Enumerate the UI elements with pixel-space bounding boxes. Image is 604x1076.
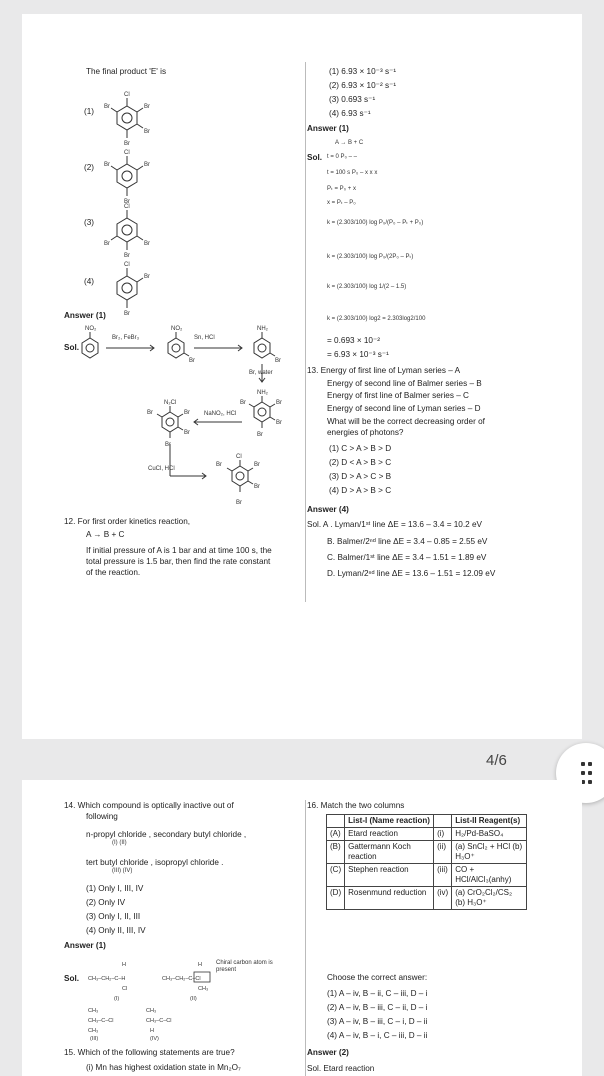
- table-header: List-II Reagent(s): [452, 815, 527, 828]
- q12-answer: Answer (1): [307, 124, 349, 133]
- roman-labels: (III) (IV): [112, 868, 133, 874]
- q11-answer: Answer (1): [64, 311, 106, 320]
- q12-line: A → B + C: [86, 530, 125, 539]
- q14-compounds: tert butyl chloride , isopropyl chloride .: [86, 858, 224, 867]
- q15-item: (i) Mn has highest oxidation state in Mn₂O₇: [86, 1063, 241, 1072]
- svg-text:Br: Br: [240, 400, 246, 406]
- column-divider: [305, 800, 306, 1076]
- q11-solution-label: Sol.: [64, 343, 80, 352]
- svg-text:CH₃: CH₃: [198, 986, 209, 992]
- q16-option: (2) A – iv, B – iii, C – ii, D – i: [327, 1003, 428, 1012]
- svg-text:Br: Br: [276, 420, 282, 426]
- sol-line: k = (2.303/100) log P₀/(2P₀ – Pₜ): [327, 254, 414, 260]
- benzene-structures-options: [92, 76, 192, 316]
- q13-option: (4) D > A > B > C: [329, 486, 392, 495]
- svg-text:Br: Br: [124, 311, 130, 316]
- column-divider: [305, 62, 306, 602]
- q12-option: (1) 6.93 × 10⁻³ s⁻¹: [329, 67, 397, 76]
- roman-labels: (I) (II): [112, 840, 127, 846]
- q13-line: What will be the correct decreasing order of: [327, 417, 485, 426]
- row-num: (i): [434, 828, 452, 841]
- sol-line: k = (2.303/100) log P₀/(P₀ – Pₜ + P₀): [327, 220, 424, 226]
- svg-text:Br: Br: [124, 199, 130, 205]
- row-value: Etard reaction: [345, 828, 434, 841]
- table-row: [327, 887, 527, 910]
- sol-line: k = (2.303/100) log 1/(2 – 1.5): [327, 284, 407, 290]
- q16-option: (1) A – iv, B – ii, C – iii, D – i: [327, 989, 428, 998]
- match-table: [326, 814, 527, 910]
- q14-sol-label: Sol.: [64, 974, 80, 983]
- q12-line: total pressure is 1.5 bar, then find the rate constant: [86, 557, 271, 566]
- sol-line: x = Pₜ – P₀: [327, 200, 356, 206]
- svg-text:Br: Br: [104, 241, 110, 247]
- svg-text:Cl: Cl: [124, 262, 130, 268]
- sol-line: k = (2.303/100) log2 = 2.303log2/100: [327, 316, 426, 322]
- document-page-1: [22, 14, 582, 739]
- svg-text:Br: Br: [275, 358, 281, 364]
- option-label: (1): [84, 107, 95, 116]
- structural-formulas: [86, 956, 234, 1042]
- svg-text:(III): (III): [90, 1036, 99, 1042]
- q13-line: Energy of second line of Lyman series – D: [327, 404, 481, 413]
- svg-text:Br: Br: [144, 162, 150, 168]
- row-key: (C): [327, 864, 345, 887]
- chiral-note: Chiral carbon atom is present: [216, 960, 273, 973]
- q14-compounds: n-propyl chloride , secondary butyl chloride ,: [86, 830, 247, 839]
- q12-line: of the reaction.: [86, 568, 141, 577]
- q15-line: 15. Which of the following statements are true?: [64, 1048, 235, 1057]
- option-label: (3): [84, 218, 95, 227]
- svg-text:Br: Br: [124, 253, 130, 259]
- q13-line: energies of photons?: [327, 428, 404, 437]
- svg-text:CH₃: CH₃: [88, 1008, 99, 1014]
- svg-text:Br: Br: [184, 430, 190, 436]
- q13-sol-line: C. Balmer/1ˢᵗ line ΔE = 3.4 – 1.51 = 1.89 eV: [327, 553, 487, 562]
- svg-text:H: H: [122, 962, 126, 968]
- svg-text:Br: Br: [104, 162, 110, 168]
- row-num: (ii): [434, 841, 452, 864]
- q13-line: 13. Energy of first line of Lyman series – A: [307, 366, 461, 375]
- q12-sol-label: Sol.: [307, 153, 323, 162]
- q12-option: (4) 6.93 s⁻¹: [329, 109, 371, 118]
- q16-answer: Answer (2): [307, 1048, 349, 1057]
- svg-text:CH₃–C–Cl: CH₃–C–Cl: [88, 1018, 114, 1024]
- svg-text:Br: Br: [124, 141, 130, 147]
- row-key: (B): [327, 841, 345, 864]
- svg-text:CH₃–C–Cl: CH₃–C–Cl: [146, 1018, 172, 1024]
- q14-option: (3) Only I, II, III: [86, 912, 141, 921]
- q12-option: (3) 0.693 s⁻¹: [329, 95, 376, 104]
- svg-text:NO₂: NO₂: [171, 326, 183, 332]
- svg-text:Br: Br: [144, 129, 150, 135]
- reagent-label: NaNO₂, HCl: [204, 411, 237, 417]
- q13-option: (3) D > A > C > B: [329, 472, 392, 481]
- svg-text:Br: Br: [216, 462, 222, 468]
- svg-text:CH₃–CH₂–C–H: CH₃–CH₂–C–H: [88, 976, 126, 982]
- svg-text:CH₃: CH₃: [88, 1028, 99, 1034]
- row-num: (iv): [434, 887, 452, 910]
- row-value: Gattermann Koch reaction: [345, 841, 434, 864]
- q13-line: Energy of first line of Balmer series – C: [327, 391, 469, 400]
- svg-text:Cl: Cl: [122, 986, 128, 992]
- row-reagent: (a) SnCl₂ + HCl (b) H₃O⁺: [452, 841, 527, 864]
- table-row: [327, 864, 527, 887]
- q14-line: 14. Which compound is optically inactive out of: [64, 801, 234, 810]
- svg-text:Br: Br: [144, 104, 150, 110]
- q16-line: 16. Match the two columns: [307, 801, 405, 810]
- svg-text:Br: Br: [254, 484, 260, 490]
- q14-option: (1) Only I, III, IV: [86, 884, 144, 893]
- svg-text:(IV): (IV): [150, 1036, 159, 1042]
- svg-text:Cl: Cl: [124, 150, 130, 156]
- reaction-scheme-diagram: [76, 320, 296, 510]
- q13-line: Energy of second line of Balmer series – B: [327, 379, 482, 388]
- svg-text:NH₂: NH₂: [257, 390, 268, 396]
- q13-option: (1) C > A > B > D: [329, 444, 392, 453]
- svg-text:CH₃: CH₃: [146, 1008, 157, 1014]
- sol-line: t = 0 P₀ – –: [327, 154, 358, 160]
- svg-text:Cl: Cl: [124, 204, 130, 210]
- row-key: (A): [327, 828, 345, 841]
- q16-option: (4) A – iv, B – i, C – iii, D – ii: [327, 1031, 428, 1040]
- q14-option: (4) Only II, III, IV: [86, 926, 146, 935]
- svg-text:NH₂: NH₂: [257, 326, 268, 332]
- q13-sol-line: D. Lyman/2ⁿᵈ line ΔE = 13.6 – 1.51 = 12.09 eV: [327, 569, 496, 578]
- reagent-label: CuCl, HCl: [148, 466, 175, 472]
- q14-option: (2) Only IV: [86, 898, 126, 907]
- svg-text:Br: Br: [254, 462, 260, 468]
- row-value: Rosenmund reduction: [345, 887, 434, 910]
- svg-text:Br: Br: [147, 410, 153, 416]
- svg-text:NO₂: NO₂: [85, 326, 97, 332]
- q13-option: (2) D < A > B > C: [329, 458, 392, 467]
- q14-line: following: [86, 812, 118, 821]
- row-reagent: CO + HCl/AlCl₃(anhy): [452, 864, 527, 887]
- svg-text:H: H: [198, 962, 202, 968]
- row-reagent: H₂/Pd-BaSO₄: [452, 828, 527, 841]
- svg-text:CH₃–CH₂–C–Cl: CH₃–CH₂–C–Cl: [162, 976, 201, 982]
- svg-text:N₂Cl: N₂Cl: [164, 400, 177, 406]
- row-value: Stephen reaction: [345, 864, 434, 887]
- svg-text:Br: Br: [189, 358, 195, 364]
- q11-intro: The final product 'E' is: [86, 67, 167, 76]
- table-header: List-I (Name reaction): [345, 815, 434, 828]
- row-num: (iii): [434, 864, 452, 887]
- q12-line: 12. For first order kinetics reaction,: [64, 517, 191, 526]
- svg-text:(I): (I): [114, 996, 120, 1002]
- page-counter: 4/6: [486, 752, 507, 769]
- svg-text:Br: Br: [236, 500, 242, 506]
- row-key: (D): [327, 887, 345, 910]
- reagent-label: Br₂, FeBr₃: [112, 335, 140, 341]
- q16-option: (3) A – iv, B – iii, C – i, D – ii: [327, 1017, 428, 1026]
- reagent-label: Sn, HCl: [194, 335, 215, 341]
- sol-result: = 6.93 × 10⁻³ s⁻¹: [327, 350, 389, 359]
- sol-line: t = 100 s P₀ – x x x: [327, 170, 378, 176]
- q16-choose: Choose the correct answer:: [327, 973, 428, 982]
- sol-result: = 0.693 × 10⁻²: [327, 336, 381, 345]
- option-label: (2): [84, 163, 95, 172]
- q13-sol-line: Sol. A . Lyman/1ˢᵗ line ΔE = 13.6 – 3.4 = 10.2 eV: [307, 520, 482, 529]
- table-row: [327, 841, 527, 864]
- svg-text:Br: Br: [165, 442, 171, 448]
- q12-option: (2) 6.93 × 10⁻² s⁻¹: [329, 81, 397, 90]
- svg-text:Br: Br: [144, 241, 150, 247]
- reagent-label: Br, water: [249, 370, 273, 376]
- svg-text:Cl: Cl: [236, 454, 242, 460]
- svg-text:(II): (II): [190, 996, 197, 1002]
- q12-line: If initial pressure of A is 1 bar and at time 100 s, the: [86, 546, 272, 555]
- q13-answer: Answer (4): [307, 505, 349, 514]
- table-row: [327, 828, 527, 841]
- svg-text:Br: Br: [104, 104, 110, 110]
- svg-text:Br: Br: [184, 410, 190, 416]
- option-label: (4): [84, 277, 95, 286]
- svg-text:Cl: Cl: [124, 92, 130, 98]
- svg-text:H: H: [150, 1028, 154, 1034]
- svg-text:Br: Br: [257, 432, 263, 438]
- q14-answer: Answer (1): [64, 941, 106, 950]
- row-reagent: (a) CrO₂Cl₂/CS₂ (b) H₃O⁺: [452, 887, 527, 910]
- document-page-2: [22, 780, 582, 1076]
- svg-text:Br: Br: [144, 274, 150, 280]
- q16-sol: Sol. Etard reaction: [307, 1064, 375, 1073]
- svg-text:Br: Br: [276, 400, 282, 406]
- q13-sol-line: B. Balmer/2ⁿᵈ line ΔE = 3.4 – 0.85 = 2.55 eV: [327, 537, 488, 546]
- sol-header: A → B + C: [335, 140, 364, 146]
- sol-line: Pₜ = P₀ + x: [327, 186, 356, 192]
